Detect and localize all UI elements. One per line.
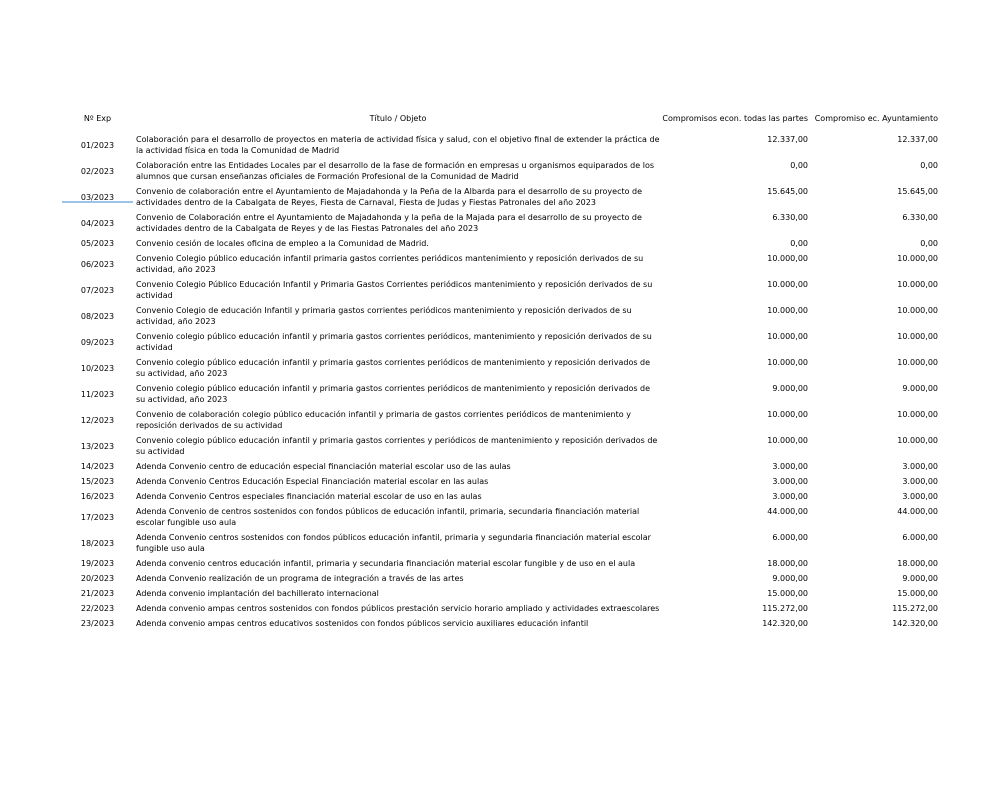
total-cell: 10.000,00 — [767, 436, 808, 445]
exp-cell: 05/2023 — [80, 239, 115, 248]
title-cell: Adenda convenio centros educación infantil, primaria y secundaria financiación material escolar fungible y de uso en el aula — [136, 559, 636, 568]
ayto-cell: 3.000,00 — [902, 477, 938, 486]
exp-cell: 07/2023 — [80, 285, 115, 295]
title-cell: Colaboración para el desarrollo de proyectos en materia de actividad física y salud, con el objetivo final de extender la práctica de la actividad física en toda la Comunidad de Madrid — [136, 135, 660, 155]
total-cell: 18.000,00 — [767, 559, 808, 568]
table-row — [62, 303, 938, 329]
ayto-cell: 10.000,00 — [897, 436, 938, 445]
ayto-cell: 12.337,00 — [897, 135, 938, 144]
ayto-cell: 10.000,00 — [897, 254, 938, 263]
exp-cell: 08/2023 — [80, 311, 115, 321]
table-row — [62, 571, 938, 586]
ayto-cell: 10.000,00 — [897, 306, 938, 315]
table-row — [62, 381, 938, 407]
header-total: Compromisos econ. todas las partes — [662, 114, 808, 123]
title-cell: Convenio de colaboración colegio público educación infantil y primaria de gastos corrientes periódicos de mantenimiento y reposición derivados de su actividad — [136, 410, 631, 430]
title-cell: Adenda convenio implantación del bachillerato internacional — [136, 589, 379, 598]
total-cell: 9.000,00 — [772, 384, 808, 393]
ayto-cell: 10.000,00 — [897, 410, 938, 419]
exp-cell: 18/2023 — [80, 538, 115, 548]
total-cell: 10.000,00 — [767, 306, 808, 315]
table-row — [62, 329, 938, 355]
total-cell: 10.000,00 — [767, 410, 808, 419]
table-row — [62, 601, 938, 616]
title-cell: Convenio colegio público educación infantil y primaria gastos corrientes y periódicos de mantenimiento y reposición derivados de su actividad — [136, 436, 658, 456]
table-header-row — [62, 113, 938, 124]
total-cell: 10.000,00 — [767, 332, 808, 341]
title-cell: Adenda convenio ampas centros educativos sostenidos con fondos públicos servicio auxiliares educación infantil — [136, 619, 589, 628]
title-cell: Adenda Convenio centros sostenidos con fondos públicos educación infantil, primaria y segundaria financiación material escolar fungible uso aula — [136, 533, 651, 553]
ayto-cell: 0,00 — [920, 161, 938, 170]
title-cell: Convenio de colaboración entre el Ayuntamiento de Majadahonda y la Peña de la Albarda para el desarrollo de su proyecto de actividades dentro de la Cabalgata de Reyes, Fiesta de Carnaval, Fiesta de Judas y Fiestas Patronales del año 2023 — [136, 187, 643, 207]
title-cell: Adenda Convenio Centros Educación Especial Financiación material escolar en las aulas — [136, 477, 489, 486]
exp-cell: 04/2023 — [80, 218, 115, 228]
exp-cell: 19/2023 — [80, 559, 115, 568]
header-title: Título / Objeto — [369, 114, 427, 123]
table-row — [62, 251, 938, 277]
ayto-cell: 115.272,00 — [892, 604, 938, 613]
exp-cell: 02/2023 — [80, 166, 115, 176]
title-cell: Convenio Colegio público educación infantil primaria gastos corrientes periódicos mantenimiento y reposición derivados de su actividad, año 2023 — [136, 254, 644, 274]
table-row — [62, 489, 938, 504]
agreements-table — [62, 113, 938, 631]
exp-cell: 16/2023 — [80, 492, 115, 501]
total-cell: 44.000,00 — [767, 507, 808, 516]
table-row — [62, 184, 938, 210]
title-cell: Convenio Colegio Público Educación Infantil y Primaria Gastos Corrientes periódicos mantenimiento y reposición derivados de su actividad — [136, 280, 653, 300]
ayto-cell: 10.000,00 — [897, 332, 938, 341]
exp-cell: 01/2023 — [80, 140, 115, 150]
total-cell: 12.337,00 — [767, 135, 808, 144]
ayto-cell: 0,00 — [920, 239, 938, 248]
exp-cell: 12/2023 — [80, 415, 115, 425]
title-cell: Adenda Convenio centro de educación especial financiación material escolar uso de las aulas — [136, 462, 511, 471]
ayto-cell: 9.000,00 — [902, 574, 938, 583]
ayto-cell: 18.000,00 — [897, 559, 938, 568]
exp-cell: 20/2023 — [80, 574, 115, 583]
title-cell: Adenda Convenio Centros especiales financiación material escolar de uso en las aulas — [136, 492, 482, 501]
total-cell: 115.272,00 — [762, 604, 808, 613]
exp-cell: 11/2023 — [80, 389, 115, 399]
title-cell: Adenda Convenio de centros sostenidos con fondos públicos de educación infantil, primaria, secundaria financiación material escolar fungible uso aula — [136, 507, 640, 527]
total-cell: 6.000,00 — [772, 533, 808, 542]
title-cell: Convenio Colegio de educación Infantil y primaria gastos corrientes periódicos mantenimiento y reposición derivados de su actividad, año 2023 — [136, 306, 632, 326]
ayto-cell: 6.000,00 — [902, 533, 938, 542]
exp-cell: 23/2023 — [80, 619, 115, 628]
title-cell: Colaboración entre las Entidades Locales par el desarrollo de la fase de formación en empresas u organismos equiparados de los alumnos que cursan enseñanzas oficiales de Formación Profesional de la Comunidad de Madrid — [136, 161, 654, 181]
exp-cell: 17/2023 — [80, 512, 115, 522]
total-cell: 142.320,00 — [762, 619, 808, 628]
table-row — [62, 277, 938, 303]
table-row — [62, 433, 938, 459]
exp-cell: 10/2023 — [80, 363, 115, 373]
ayto-cell: 15.000,00 — [897, 589, 938, 598]
title-cell: Convenio cesión de locales oficina de empleo a la Comunidad de Madrid. — [136, 239, 429, 248]
title-cell: Convenio colegio público educación infantil y primaria gastos corrientes periódicos de mantenimiento y reposición derivados de su actividad, año 2023 — [136, 384, 651, 404]
title-cell: Adenda Convenio realización de un programa de integración a través de las artes — [136, 574, 464, 583]
title-cell: Convenio colegio público educación infantil y primaria gastos corrientes periódicos de mantenimiento y reposición derivados de su actividad, año 2023 — [136, 358, 651, 378]
ayto-cell: 6.330,00 — [902, 213, 938, 222]
exp-cell: 03/2023 — [80, 192, 115, 202]
ayto-cell: 10.000,00 — [897, 280, 938, 289]
ayto-cell: 9.000,00 — [902, 384, 938, 393]
total-cell: 15.000,00 — [767, 589, 808, 598]
total-cell: 10.000,00 — [767, 280, 808, 289]
table-row — [62, 504, 938, 530]
total-cell: 3.000,00 — [772, 477, 808, 486]
total-cell: 15.645,00 — [767, 187, 808, 196]
exp-cell: 21/2023 — [80, 589, 115, 598]
title-cell: Adenda convenio ampas centros sostenidos con fondos públicos prestación servicio horario ampliado y actividades extraescolares — [136, 604, 660, 613]
exp-cell: 15/2023 — [80, 477, 115, 486]
ayto-cell: 3.000,00 — [902, 492, 938, 501]
title-cell: Convenio de Colaboración entre el Ayuntamiento de Majadahonda y la peña de la Majada para el desarrollo de su proyecto de actividades dentro de la Cabalgata de Reyes y de las Fiestas Patronales del año 2023 — [136, 213, 642, 233]
total-cell: 10.000,00 — [767, 254, 808, 263]
total-cell: 0,00 — [790, 161, 808, 170]
ayto-cell: 10.000,00 — [897, 358, 938, 367]
table-row — [62, 236, 938, 251]
table-row — [62, 158, 938, 184]
table-row — [62, 616, 938, 631]
ayto-cell: 142.320,00 — [892, 619, 938, 628]
exp-cell: 09/2023 — [80, 337, 115, 347]
table-row — [62, 355, 938, 381]
table-row — [62, 132, 938, 158]
total-cell: 3.000,00 — [772, 462, 808, 471]
header-ayto: Compromiso ec. Ayuntamiento — [814, 114, 938, 123]
ayto-cell: 15.645,00 — [897, 187, 938, 196]
exp-cell: 13/2023 — [80, 441, 115, 451]
total-cell: 9.000,00 — [772, 574, 808, 583]
total-cell: 0,00 — [790, 239, 808, 248]
table-row — [62, 407, 938, 433]
total-cell: 3.000,00 — [772, 492, 808, 501]
header-exp: Nº Exp — [83, 114, 112, 123]
total-cell: 10.000,00 — [767, 358, 808, 367]
ayto-cell: 44.000,00 — [897, 507, 938, 516]
title-cell: Convenio colegio público educación infantil y primaria gastos corrientes periódicos, mantenimiento y reposición derivados de su actividad — [136, 332, 652, 352]
table-body — [62, 132, 938, 631]
exp-cell: 14/2023 — [80, 462, 115, 471]
table-row — [62, 556, 938, 571]
total-cell: 6.330,00 — [772, 213, 808, 222]
table-row — [62, 210, 938, 236]
table-row — [62, 474, 938, 489]
exp-cell: 22/2023 — [80, 604, 115, 613]
table-row — [62, 586, 938, 601]
table-row — [62, 530, 938, 556]
exp-cell: 06/2023 — [80, 259, 115, 269]
ayto-cell: 3.000,00 — [902, 462, 938, 471]
table-row — [62, 459, 938, 474]
